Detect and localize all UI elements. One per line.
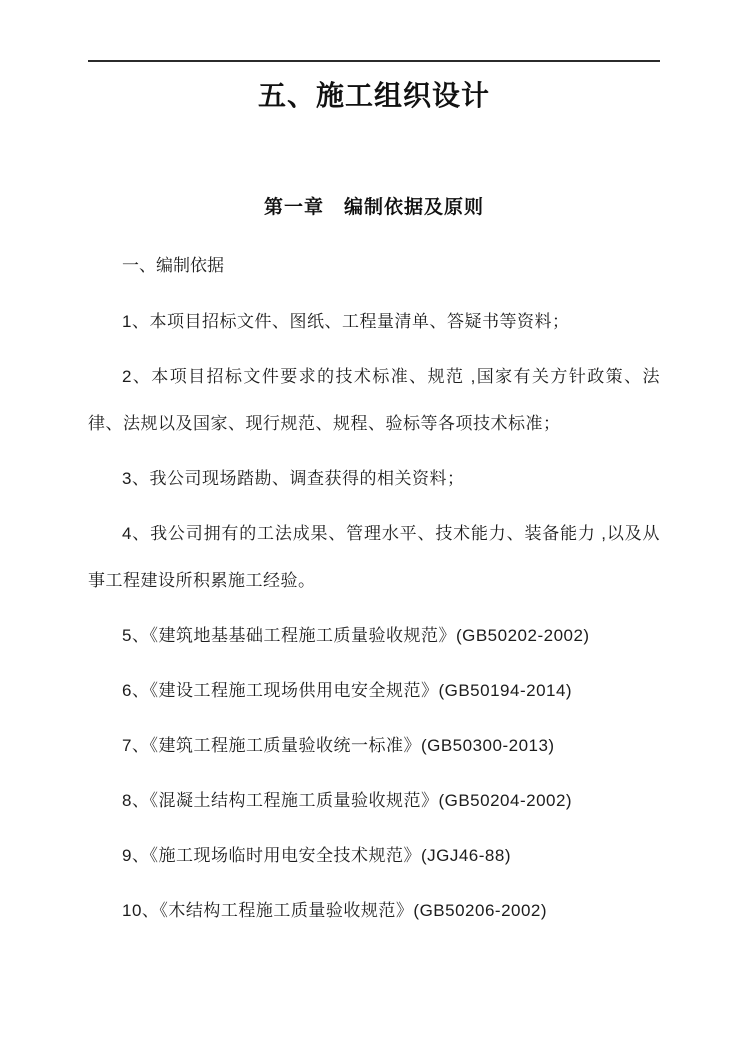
paragraph-item-3: 3、我公司现场踏勘、调查获得的相关资料；: [122, 469, 465, 488]
section-heading: 一、编制依据: [122, 256, 224, 275]
document-title: 五、施工组织设计: [257, 80, 490, 111]
paragraph-item-2: 2、本项目招标文件要求的技术标准、规范 ,国家有关方针政策、法律、法规以及国家、现行规范、规程、验标等各项技术标准；: [88, 367, 660, 433]
paragraph-item-6: 6、《建设工程施工现场供用电安全规范》(GB50194-2014): [122, 681, 573, 700]
paragraph-item-4: 4、我公司拥有的工法成果、管理水平、技术能力、装备能力 ,以及从事工程建设所积累施工经验。: [88, 524, 660, 590]
chapter-heading: 第一章 编制依据及原则: [263, 197, 484, 218]
paragraph-item-10: 10、《木结构工程施工质量验收规范》(GB50206-2002): [122, 901, 548, 920]
paragraph-item-8: 8、《混凝土结构工程施工质量验收规范》(GB50204-2002): [122, 791, 573, 810]
paragraph-item-7: 7、《建筑工程施工质量验收统一标准》(GB50300-2013): [122, 736, 555, 755]
paragraph-item-1: 1、本项目招标文件、图纸、工程量清单、答疑书等资料；: [122, 312, 570, 331]
paragraph-item-9: 9、《施工现场临时用电安全技术规范》(JGJ46-88): [122, 846, 511, 865]
paragraph-item-5: 5、《建筑地基基础工程施工质量验收规范》(GB50202-2002): [122, 626, 590, 645]
document-content: [88, 0, 660, 934]
